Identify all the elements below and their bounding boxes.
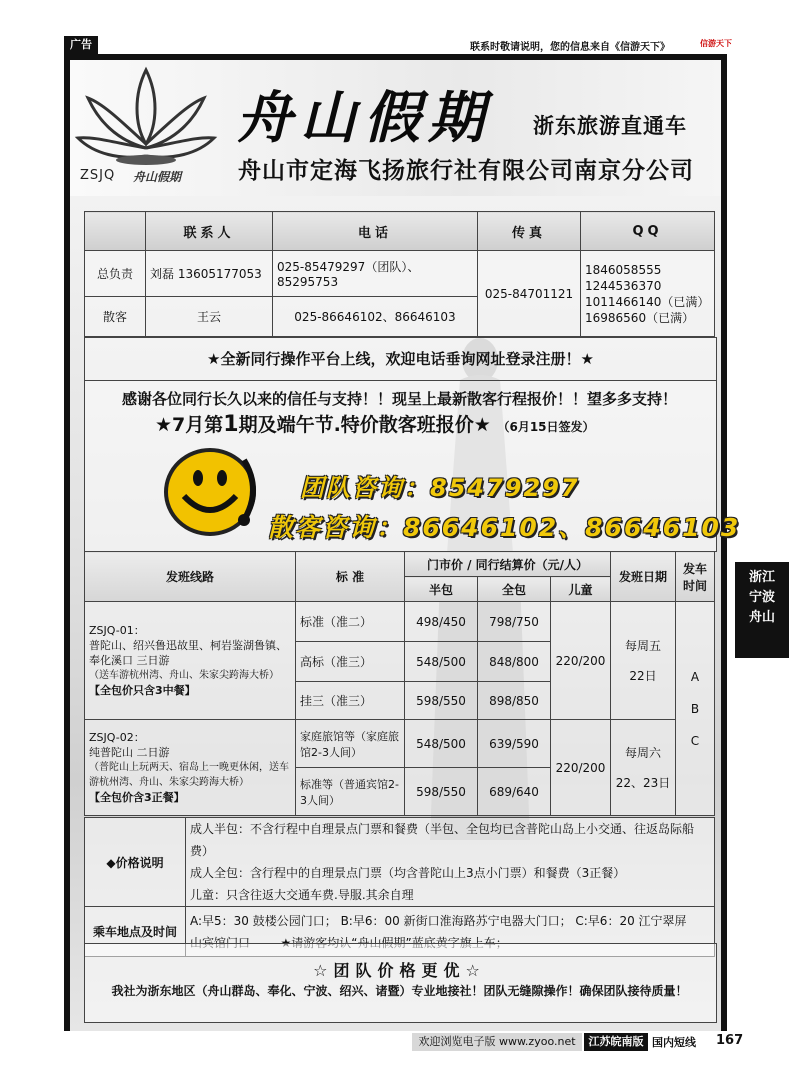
contact-header-blank: [85, 212, 146, 251]
logo-en-text: ZSJQ: [80, 168, 116, 183]
price-notes-label: ◆价格说明: [85, 818, 186, 907]
route-meal: 【全包价只含3中餐】: [89, 684, 196, 697]
brand-title: 舟山假期: [236, 85, 492, 151]
price-full: 798/750: [478, 602, 551, 642]
contact-fax: 025-84701121: [478, 251, 581, 337]
price-note-line: 成人全包：含行程中的自理景点门票（均含普陀山上3点小门票）和餐费（3正餐）: [190, 866, 626, 880]
price-header-route: 发班线路: [85, 552, 296, 602]
fit-hotline: 散客咨询：86646102、86646103: [268, 513, 741, 542]
price-child: 220/200: [551, 720, 611, 816]
website-link[interactable]: 欢迎浏览电子版 www.zyoo.net: [412, 1033, 582, 1051]
price-full: 848/800: [478, 642, 551, 682]
price-header-time: 发车时间: [676, 552, 715, 602]
route-1-date: [611, 602, 676, 720]
region-tab-line: 舟山: [748, 610, 775, 625]
qq-number: 16986560（已满）: [585, 310, 695, 325]
footer-text: 我社为浙东地区（舟山群岛、奉化、宁波、绍兴、诸暨）专业地接社！团队无缝隙操作！确保团队接待质量！: [111, 984, 688, 998]
price-header-half: 半包: [405, 577, 478, 602]
route-meal: 【全包价含3正餐】: [89, 791, 185, 804]
special-offer-title: [155, 410, 595, 437]
contact-person: 刘磊 13605177053: [146, 251, 273, 297]
qq-number: 1011466140（已满）: [585, 294, 710, 309]
price-half: 498/450: [405, 602, 478, 642]
section-label: 国内短线: [652, 1036, 696, 1049]
price-child: 220/200: [551, 602, 611, 720]
price-header-standard: 标 准: [296, 552, 405, 602]
signed-date: （6月15日签发）: [497, 420, 595, 434]
price-full: 689/640: [478, 768, 551, 816]
footer-title: ☆团队价格更优☆: [313, 961, 486, 980]
region-tab-line: 宁波: [748, 590, 775, 605]
price-half: 598/550: [405, 682, 478, 720]
platform-notice: ★全新同行操作平台上线，欢迎电话垂询网址登录注册！★: [84, 337, 717, 381]
mini-logo: 信游天下: [700, 39, 732, 48]
contact-role: 散客: [85, 297, 146, 337]
team-hotline: 团队咨询：85479297: [300, 474, 580, 502]
contact-table: [84, 211, 715, 337]
contact-header-qq: QQ: [581, 212, 715, 251]
route-title: 普陀山、绍兴鲁迅故里、柯岩鉴湖鲁镇、奉化溪口 三日游: [89, 639, 287, 667]
region-tab: [735, 562, 789, 658]
price-half: 598/550: [405, 768, 478, 816]
price-header-child: 儿童: [551, 577, 611, 602]
contact-role: 总负责: [85, 251, 146, 297]
contact-phone: 025-86646102、86646103: [273, 297, 478, 337]
special-num: 1: [223, 412, 239, 437]
pickup-label: 乘车地点及时间: [85, 907, 186, 957]
logo-cn-text: 舟山假期: [133, 170, 182, 184]
time-code: B: [690, 701, 700, 716]
ad-tag: 广告: [64, 36, 98, 54]
source-note: 联系时敬请说明，您的信息来自《信游天下》: [470, 42, 670, 53]
price-header-price: 门市价 / 同行结算价（元/人）: [405, 552, 611, 577]
edition-badge: 江苏皖南版: [584, 1033, 648, 1051]
route-2-date: [611, 720, 676, 816]
contact-qq-list: [581, 251, 715, 337]
price-note-line: 成人半包：不含行程中自理景点门票和餐费（半包、全包均已含普陀山岛上小交通、往返岛际船费）: [190, 822, 695, 858]
route-2-desc: [85, 720, 296, 816]
page-number: 167: [716, 1033, 744, 1048]
company-name: 舟山市定海飞扬旅行社有限公司南京分公司: [238, 158, 694, 184]
route-code: ZSJQ-01：: [89, 624, 145, 637]
special-a: ★7月第: [155, 414, 224, 436]
special-b: 期及端午节.特价散客班报价★: [238, 414, 491, 436]
brand-slogan: 浙东旅游直通车: [533, 114, 687, 138]
route-standard: 家庭旅馆等（家庭旅馆2-3人间）: [296, 720, 405, 768]
pickup-line: A:早5：30 鼓楼公园门口； B:早6：00 新街口淮海路苏宁电器大门口； C:早6：20 江宁翠屏: [190, 913, 687, 928]
smiley-phone-icon: [158, 440, 268, 540]
thanks-line: 感谢各位同行长久以来的信任与支持！！现呈上最新散客行程报价！！望多多支持！: [121, 390, 677, 408]
route-standard: 标准等（普通宾馆2-3人间）: [296, 768, 405, 816]
qq-number: 1846058555: [585, 262, 662, 277]
price-header-full: 全包: [478, 577, 551, 602]
date-day: 22、23日: [615, 775, 671, 790]
price-half: 548/500: [405, 720, 478, 768]
route-note: （普陀山上玩两天、宿岛上一晚更休闲，送车游杭州湾、舟山、朱家尖跨海大桥）: [89, 762, 289, 788]
route-standard: 标准（准二）: [296, 602, 405, 642]
contact-person: 王云: [146, 297, 273, 337]
time-code: A: [690, 669, 700, 684]
route-code: ZSJQ-02：: [89, 731, 145, 744]
contact-phone: 025-85479297（团队）、85295753: [273, 251, 478, 297]
route-title: 纯普陀山 二日游: [89, 746, 170, 759]
qq-number: 1244536370: [585, 278, 662, 293]
route-standard: 挂三（准三）: [296, 682, 405, 720]
price-full: 898/850: [478, 682, 551, 720]
departure-time-codes: [676, 602, 715, 816]
contact-header-fax: 传真: [478, 212, 581, 251]
price-full: 639/590: [478, 720, 551, 768]
price-header-date: 发班日期: [611, 552, 676, 602]
contact-header-phone: 电话: [273, 212, 478, 251]
info-table: [84, 817, 715, 957]
price-table: [84, 551, 715, 816]
date-weekday: 每周五: [624, 638, 661, 653]
date-day: 22日: [629, 668, 657, 683]
date-weekday: 每周六: [624, 745, 661, 760]
route-1-desc: [85, 602, 296, 720]
price-half: 548/500: [405, 642, 478, 682]
contact-header-person: 联系人: [146, 212, 273, 251]
route-note: （送车游杭州湾、舟山、朱家尖跨海大桥）: [89, 670, 279, 681]
time-code: C: [690, 733, 700, 748]
price-notes: [186, 818, 715, 907]
price-note-line: 儿童：只含往返大交通车费.导服.其余自理: [190, 888, 414, 902]
region-tab-line: 浙江: [748, 570, 775, 585]
route-standard: 高标（准三）: [296, 642, 405, 682]
